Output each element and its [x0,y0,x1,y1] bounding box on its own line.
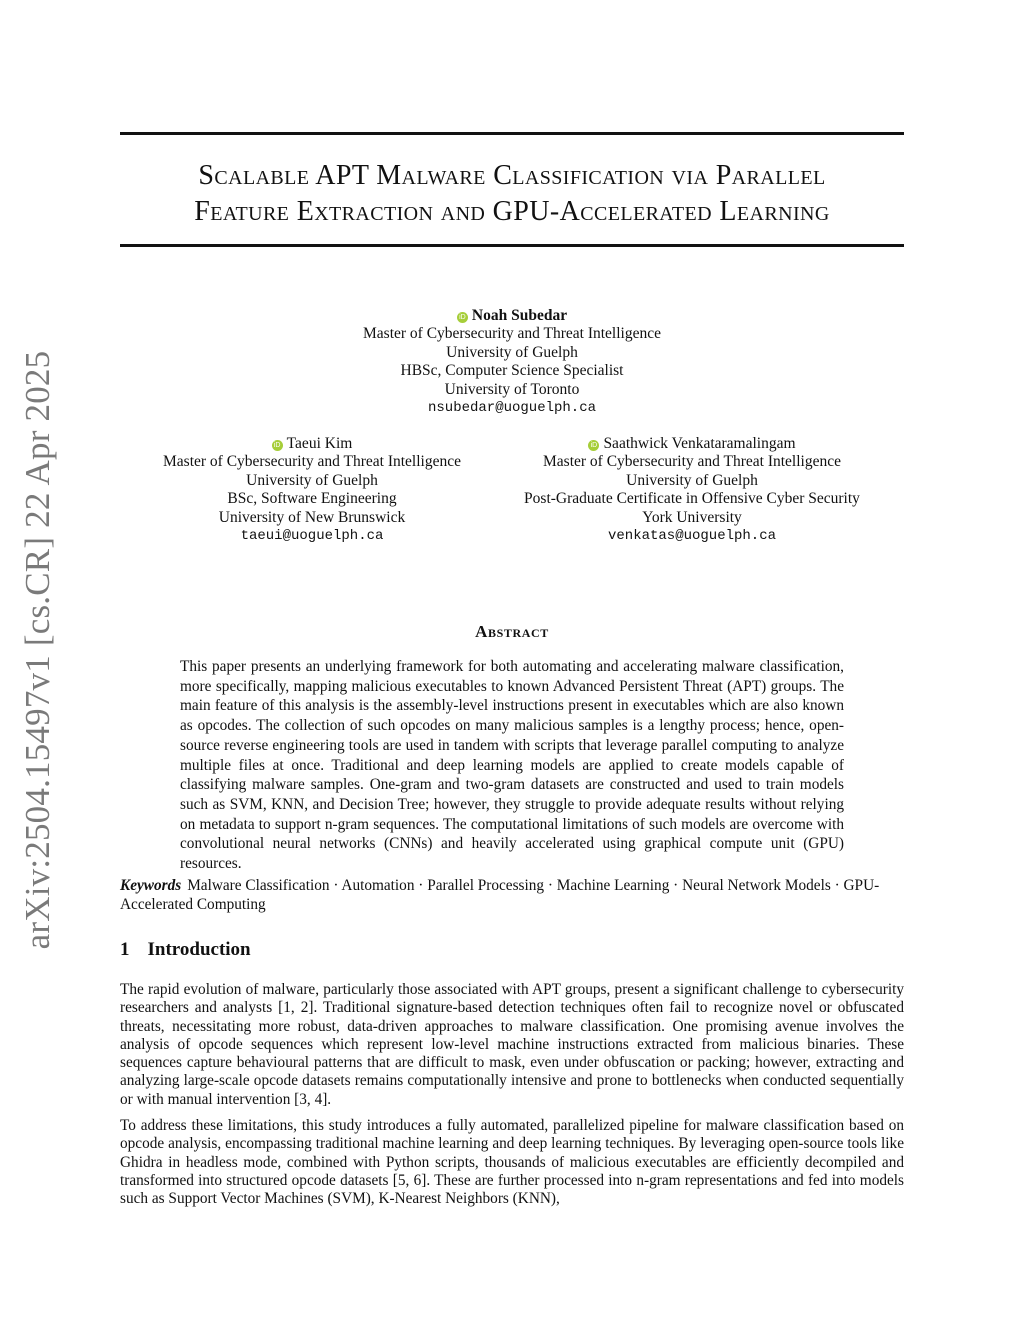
author-email[interactable]: taeui@uoguelph.ca [240,528,384,545]
paper-title [120,158,904,230]
author-email[interactable]: venkatas@uoguelph.ca [607,528,777,545]
author-name-line [132,435,492,453]
author-affiliation: Master of Cybersecurity and Threat Intelligence [543,453,841,471]
title-line-2: Feature Extraction and GPU-Accelerated Learning [194,196,830,227]
author-affiliation: University of Guelph [626,471,758,489]
author-name-line [492,435,892,453]
author-affiliation: HBSc, Computer Science Specialist [400,362,624,380]
keywords [120,876,904,914]
title-bottom-rule [120,244,904,247]
intro-paragraph-2: To address these limitations, this study introduces a fully automated, parallelized pipeline for malware classification based on opcode analysis, encompassing traditional machine learning and deep learning techniques. By leveraging open-source tools like Ghidra in headless mode, combined with Python scripts, thousands of malicious executables are efficiently decompiled and transformed into structured opcode datasets [5, 6]. These are further processed into n-gram representations and fed into models such as Support Vector Machines (SVM), K-Nearest Neighbors (KNN), [120,1117,904,1208]
keywords-label: Keywords [120,877,182,894]
author-name: Taeui Kim [286,435,353,452]
author-name: Saathwick Venkataramalingam [603,435,796,452]
author-affiliation: Master of Cybersecurity and Threat Intelligence [363,325,661,343]
arxiv-identifier[interactable]: arXiv:2504.15497v1 [cs.CR] 22 Apr 2025 [18,350,57,950]
section-number: 1 [120,939,130,960]
intro-paragraph-1: The rapid evolution of malware, particularly those associated with APT groups, present a significant challenge to cybersecurity researchers and analysts [1, 2]. Traditional signature-based detection techniques often fail to recognize novel or obfuscated threats, necessitating more robust, data-driven approaches to malware classification. One promising avenue involves the analysis of opcode sequences which represent low-level machine instructions extracted from malicious binaries. These sequences capture behavioural patterns that are difficult to mask, even under obfuscation or packing; however, extracting and analyzing large-scale opcode datasets remains computationally intensive and prone to bottlenecks when conducted sequentially or with manual intervention [3, 4]. [120,981,904,1108]
author-noah-subedar [312,307,712,417]
section-heading-introduction [120,939,251,961]
arxiv-stamp [8,350,68,950]
author-affiliation: University of Toronto [444,380,580,398]
author-saathwick-venkataramalingam [492,435,892,545]
orcid-icon[interactable]: iD [457,312,468,323]
author-affiliation: University of Guelph [246,471,378,489]
author-name: Noah Subedar [471,307,568,324]
title-line-1: Scalable APT Malware Classification via Parallel [198,160,826,191]
abstract-body: This paper presents an underlying framework for both automating and accelerating malware classification, more specifically, mapping malicious executables to known Advanced Persistent Threat (APT) groups. The main feature of this analysis is the assembly-level instructions present in executables which are also known as opcodes. The collection of such opcodes on many malicious samples is a lengthy process; hence, open-source reverse engineering tools are used in tandem with scripts that leverage parallel computing to analyze multiple files at once. Traditional and deep learning models are applied to create models capable of classifying malware samples. One-gram and two-gram datasets are constructed and used to train models such as SVM, KNN, and Decision Tree; however, they struggle to provide adequate results without relying on metadata to support n-gram sequences. The computational limitations of such models are overcome with convolutional neural networks (CNNs) and heavily accelerated using graphical compute unit (GPU) resources. [180,658,844,873]
author-name-line [312,307,712,325]
orcid-icon[interactable]: iD [588,440,599,451]
abstract-heading: Abstract [475,622,549,641]
author-affiliation: BSc, Software Engineering [227,490,397,508]
author-affiliation: University of New Brunswick [218,508,406,526]
author-affiliation: University of Guelph [446,343,578,361]
author-affiliation: York University [642,508,742,526]
orcid-icon[interactable]: iD [272,440,283,451]
title-top-rule [120,132,904,135]
author-affiliation: Master of Cybersecurity and Threat Intelligence [163,453,461,471]
author-affiliation: Post-Graduate Certificate in Offensive Cyber Security [524,490,860,508]
keywords-text: Malware Classification · Automation · Parallel Processing · Machine Learning · Neural Network Models · GPU-Accelerated Computing [120,877,880,913]
author-email[interactable]: nsubedar@uoguelph.ca [427,400,597,417]
section-title: Introduction [147,939,251,960]
author-taeui-kim [132,435,492,545]
